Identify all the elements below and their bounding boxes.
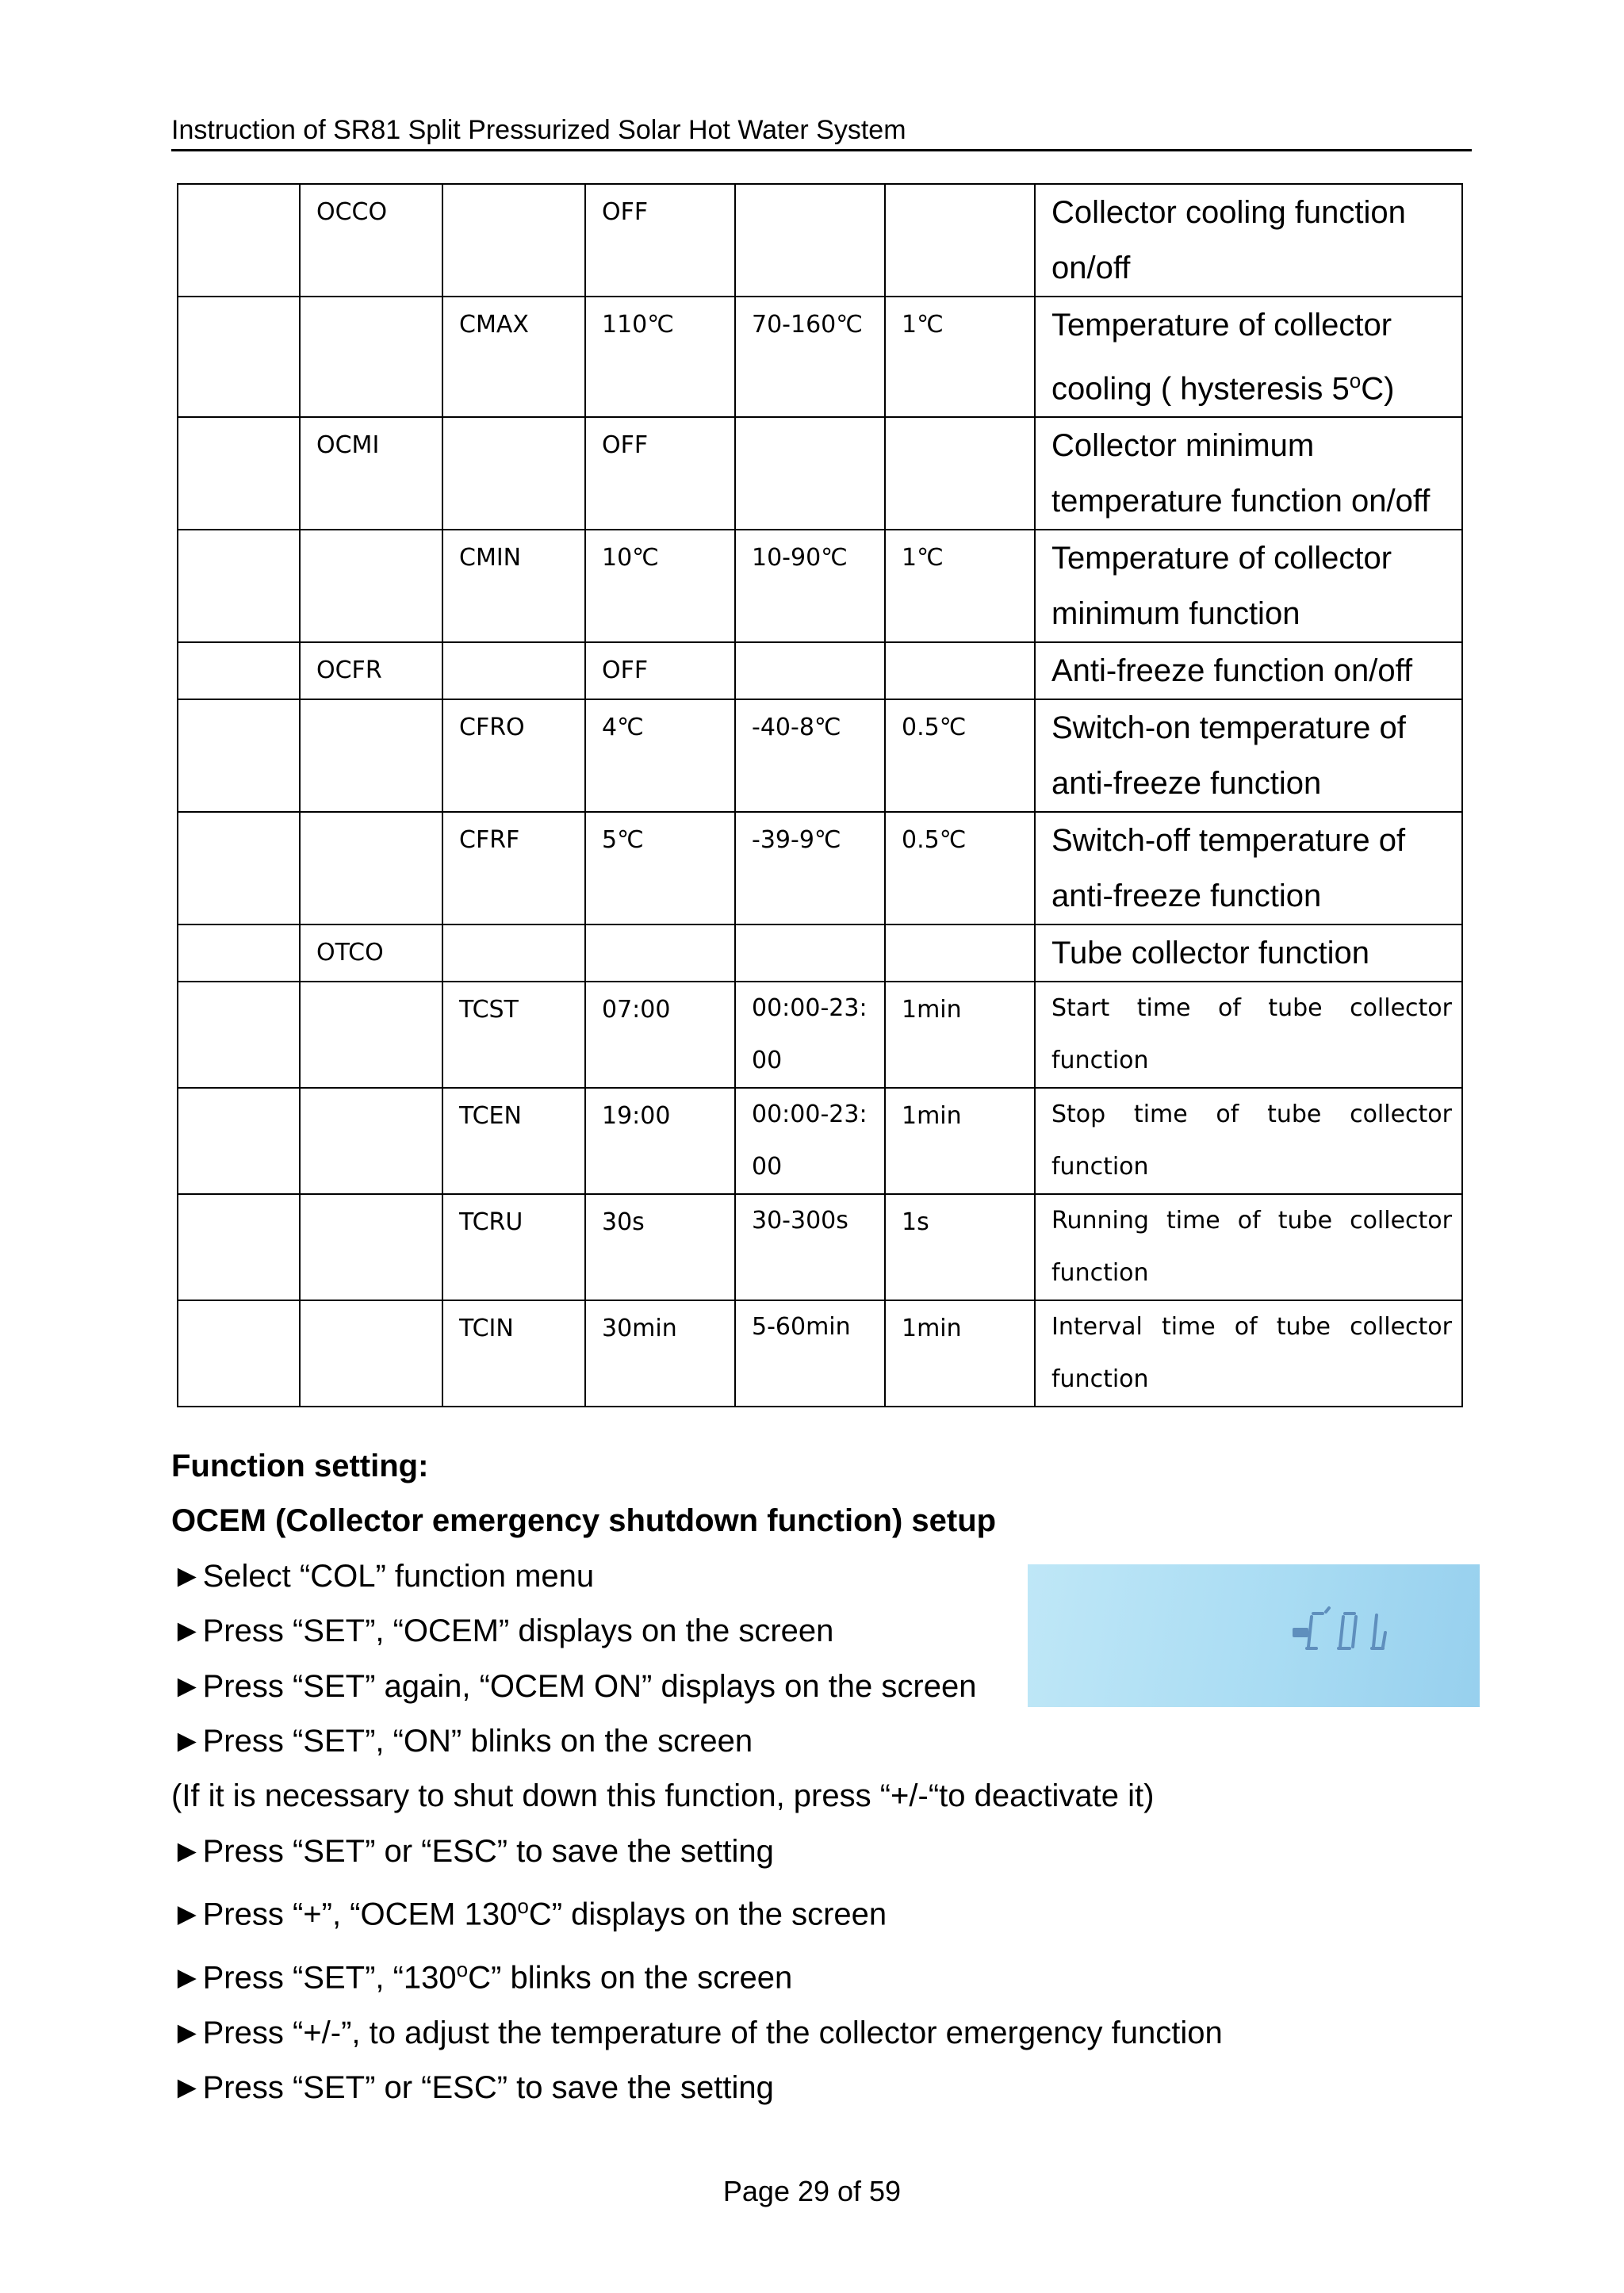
cell-main	[178, 1300, 300, 1407]
bullet-arrow-icon: ►	[171, 2015, 203, 2050]
step-note	[171, 1769, 1472, 1824]
step-text-end: C” blinks on the screen	[468, 1960, 793, 1996]
step-text: Press “SET” or “ESC” to save the setting	[202, 2070, 774, 2106]
cell-function	[300, 982, 442, 1088]
description-text: Anti-freeze function on/off	[1051, 653, 1413, 689]
cell-default: 30s	[585, 1194, 735, 1300]
cell-step	[885, 924, 1035, 982]
cell-step: 0.5℃	[885, 699, 1035, 812]
cell-default: 30min	[585, 1300, 735, 1407]
table-row	[178, 530, 1462, 642]
cell-range: 30-300s	[735, 1194, 885, 1300]
step-text: Select “COL” function menu	[202, 1558, 595, 1594]
cell-function	[300, 1194, 442, 1300]
step-item	[171, 1824, 1472, 1879]
table-row	[178, 924, 1462, 982]
step-text: Press “SET” again, “OCEM ON” displays on the screen	[202, 1668, 977, 1704]
description-text-end: C)	[1361, 371, 1395, 407]
cell-range: 00:00-23:00	[735, 1088, 885, 1194]
cell-description	[1035, 1088, 1462, 1194]
cell-parameter: CMAX	[442, 297, 585, 417]
step-text: Press “SET” or “ESC” to save the setting	[202, 1833, 774, 1869]
description-text: Interval time of tube collector function	[1051, 1313, 1452, 1394]
table-row	[178, 1194, 1462, 1300]
cell-parameter: TCIN	[442, 1300, 585, 1407]
description-text: Running time of tube collector function	[1051, 1207, 1452, 1288]
cell-range	[735, 924, 885, 982]
bullet-arrow-icon: ►	[171, 1614, 203, 1649]
cell-range	[735, 184, 885, 297]
parameter-table	[177, 183, 1463, 1407]
cell-default: 10℃	[585, 530, 735, 642]
table-row	[178, 1088, 1462, 1194]
cell-default: 5℃	[585, 812, 735, 924]
cell-description	[1035, 812, 1462, 924]
cell-range: 70-160℃	[735, 297, 885, 417]
cell-parameter: TCST	[442, 982, 585, 1088]
cell-default: 110℃	[585, 297, 735, 417]
cell-step	[885, 417, 1035, 530]
cell-function	[300, 1088, 442, 1194]
description-text: Temperature of collector minimum function	[1051, 541, 1392, 632]
cell-step: 1s	[885, 1194, 1035, 1300]
table-row	[178, 184, 1462, 297]
bullet-arrow-icon: ►	[171, 1897, 203, 1932]
table-row	[178, 812, 1462, 924]
bullet-arrow-icon: ►	[171, 1960, 203, 1996]
cell-main	[178, 184, 300, 297]
cell-step	[885, 642, 1035, 699]
cell-range: 10-90℃	[735, 530, 885, 642]
cell-main	[178, 924, 300, 982]
cell-description	[1035, 417, 1462, 530]
lcd-indicator-icon	[1293, 1628, 1308, 1637]
cell-default	[585, 924, 735, 982]
cell-parameter: TCRU	[442, 1194, 585, 1300]
section-subheading: OCEM (Collector emergency shutdown function) setup	[171, 1503, 997, 1539]
cell-range: 00:00-23:00	[735, 982, 885, 1088]
cell-description	[1035, 699, 1462, 812]
cell-parameter: CFRO	[442, 699, 585, 812]
cell-step	[885, 184, 1035, 297]
lcd-display-image	[1028, 1564, 1480, 1707]
cell-description	[1035, 184, 1462, 297]
cell-main	[178, 812, 300, 924]
cell-default: OFF	[585, 642, 735, 699]
cell-function: OTCO	[300, 924, 442, 982]
step-item	[171, 1879, 1472, 1943]
cell-description	[1035, 982, 1462, 1088]
degree-mark: o	[517, 1894, 529, 1919]
cell-range: 5-60min	[735, 1300, 885, 1407]
description-text: Tube collector function	[1051, 936, 1369, 971]
step-text: Press “SET”, “130	[202, 1960, 457, 1996]
cell-main	[178, 982, 300, 1088]
step-text: Press “SET”, “ON” blinks on the screen	[202, 1724, 753, 1759]
description-text: Switch-on temperature of anti-freeze function	[1051, 710, 1406, 802]
step-text: Press “SET”, “OCEM” displays on the screen	[202, 1614, 834, 1649]
cell-function	[300, 1300, 442, 1407]
page-header: Instruction of SR81 Split Pressurized Solar Hot Water System	[171, 113, 1472, 151]
cell-default: OFF	[585, 417, 735, 530]
cell-step: 1℃	[885, 530, 1035, 642]
cell-parameter	[442, 417, 585, 530]
cell-default: 19:00	[585, 1088, 735, 1194]
cell-range: -40-8℃	[735, 699, 885, 812]
function-setting-section	[171, 1439, 1472, 2116]
step-text: Press “+/-”, to adjust the temperature of the collector emergency function	[202, 2015, 1223, 2050]
cell-default: 07:00	[585, 982, 735, 1088]
cell-parameter: CMIN	[442, 530, 585, 642]
cell-default: OFF	[585, 184, 735, 297]
step-item	[171, 1714, 1472, 1769]
description-text: Stop time of tube collector function	[1051, 1101, 1452, 1181]
table-row	[178, 642, 1462, 699]
cell-step: 1min	[885, 982, 1035, 1088]
cell-step: 1min	[885, 1300, 1035, 1407]
table-row	[178, 982, 1462, 1088]
cell-function	[300, 297, 442, 417]
bullet-arrow-icon: ►	[171, 1668, 203, 1704]
table-row	[178, 699, 1462, 812]
section-heading: Function setting:	[171, 1449, 429, 1483]
cell-step: 1min	[885, 1088, 1035, 1194]
cell-description	[1035, 642, 1462, 699]
description-text: Temperature of collector cooling ( hysteresis 5	[1051, 308, 1392, 407]
cell-main	[178, 417, 300, 530]
bullet-arrow-icon: ►	[171, 2070, 203, 2106]
step-text: Press “+”, “OCEM 130	[202, 1897, 518, 1932]
page-number: Page 29 of 59	[722, 2175, 902, 2207]
lcd-col-readout	[1028, 1564, 1480, 1707]
step-item	[171, 2006, 1472, 2061]
cell-range	[735, 642, 885, 699]
step-item	[171, 2061, 1472, 2115]
cell-description	[1035, 924, 1462, 982]
cell-main	[178, 1088, 300, 1194]
cell-main	[178, 699, 300, 812]
cell-range	[735, 417, 885, 530]
degree-mark: o	[1349, 369, 1362, 392]
cell-description	[1035, 297, 1462, 417]
table-row	[178, 417, 1462, 530]
table-row	[178, 1300, 1462, 1407]
table-row	[178, 297, 1462, 417]
cell-function	[300, 812, 442, 924]
cell-description	[1035, 1300, 1462, 1407]
cell-step: 1℃	[885, 297, 1035, 417]
cell-parameter: TCEN	[442, 1088, 585, 1194]
cell-default: 4℃	[585, 699, 735, 812]
cell-description	[1035, 530, 1462, 642]
description-text: Collector cooling function on/off	[1051, 195, 1406, 285]
degree-mark: o	[456, 1957, 469, 1981]
cell-step: 0.5℃	[885, 812, 1035, 924]
cell-function: OCFR	[300, 642, 442, 699]
cell-parameter	[442, 184, 585, 297]
cell-function	[300, 530, 442, 642]
step-text-end: C” displays on the screen	[528, 1897, 887, 1932]
cell-parameter	[442, 924, 585, 982]
cell-main	[178, 642, 300, 699]
description-text: Collector minimum temperature function on/off	[1051, 428, 1431, 519]
bullet-arrow-icon: ►	[171, 1724, 203, 1759]
cell-parameter: CFRF	[442, 812, 585, 924]
step-item	[171, 1943, 1472, 2006]
cell-main	[178, 530, 300, 642]
cell-function	[300, 699, 442, 812]
bullet-arrow-icon: ►	[171, 1558, 203, 1594]
cell-range: -39-9℃	[735, 812, 885, 924]
cell-main	[178, 297, 300, 417]
cell-description	[1035, 1194, 1462, 1300]
cell-parameter	[442, 642, 585, 699]
step-text: (If it is necessary to shut down this function, press “+/-“to deactivate it)	[171, 1778, 1155, 1814]
cell-function: OCMI	[300, 417, 442, 530]
cell-function: OCCO	[300, 184, 442, 297]
cell-main	[178, 1194, 300, 1300]
bullet-arrow-icon: ►	[171, 1833, 203, 1869]
description-text: Start time of tube collector function	[1051, 994, 1452, 1075]
description-text: Switch-off temperature of anti-freeze function	[1051, 823, 1406, 914]
